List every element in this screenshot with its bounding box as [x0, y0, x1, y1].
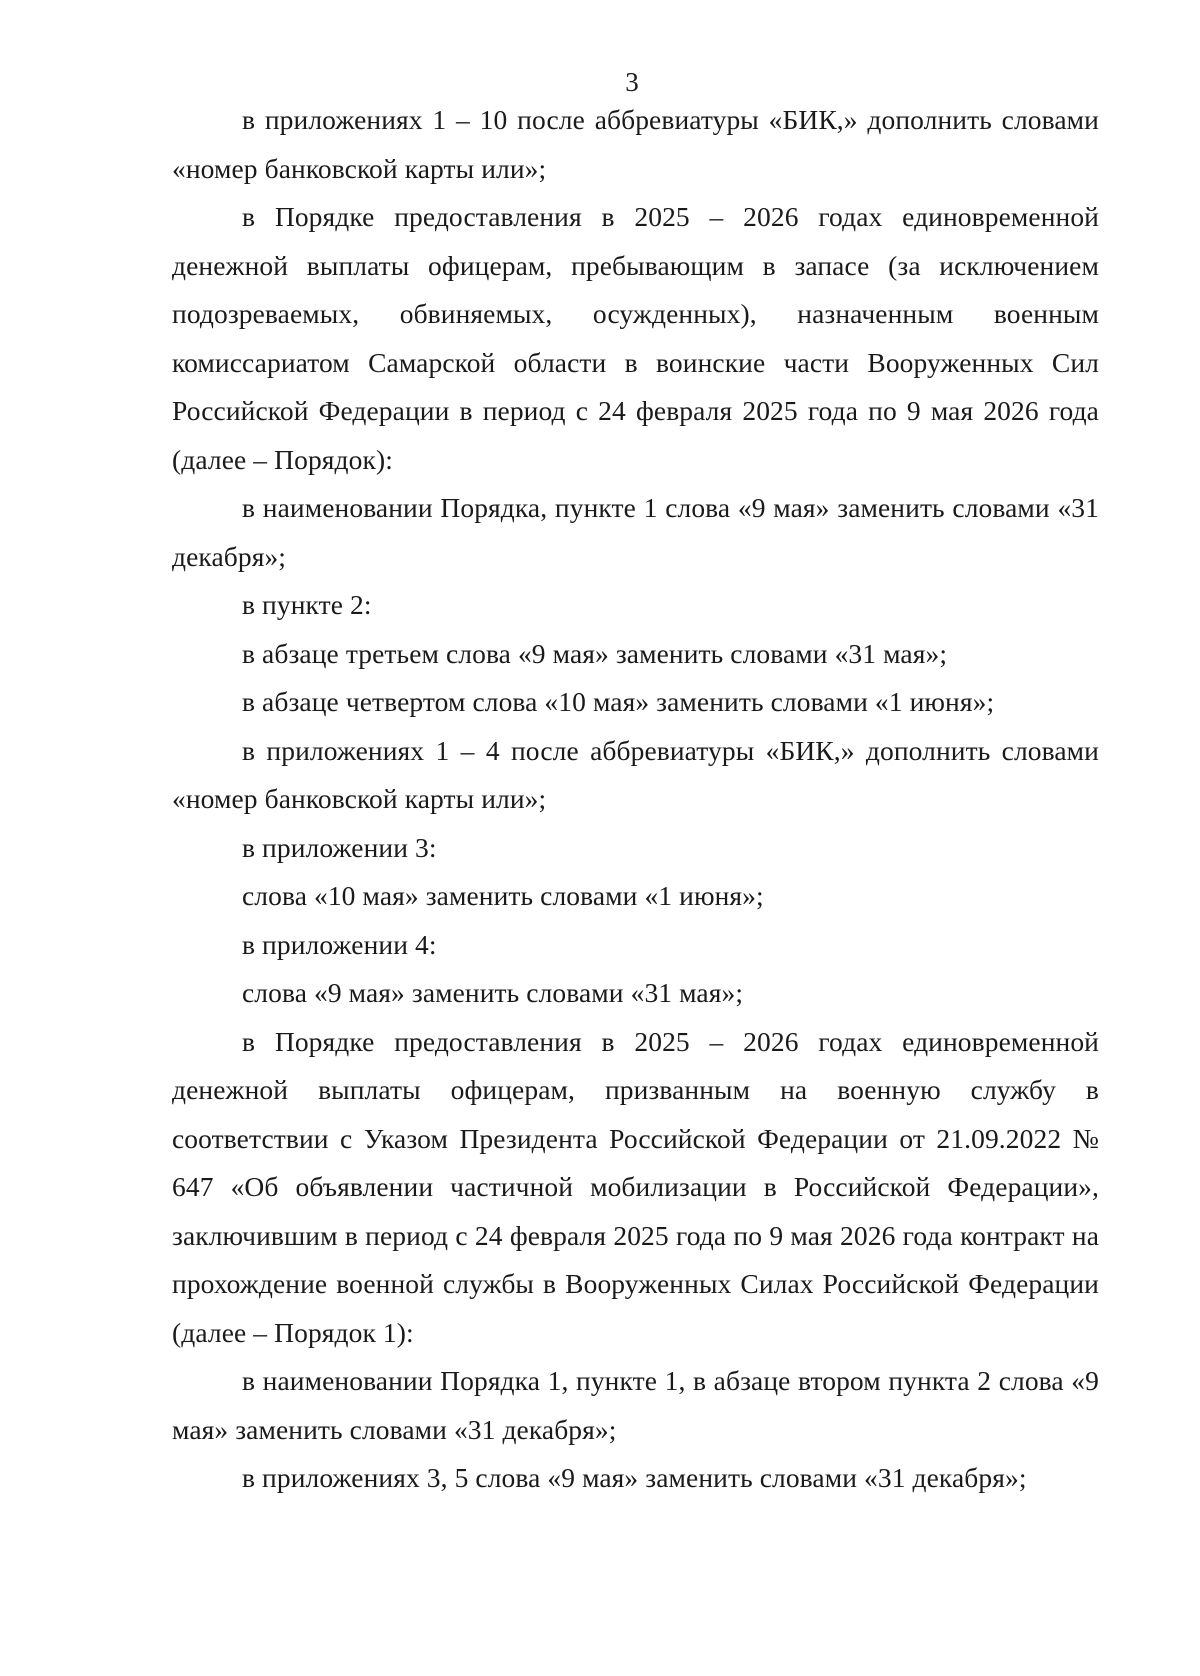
paragraph-fourth-subparagraph: в абзаце четвертом слова «10 мая» заменить словами «1 июня»;: [242, 686, 995, 717]
paragraph-appendices-3-5: в приложениях 3, 5 слова «9 мая» заменить словами «31 декабря»;: [242, 1462, 1027, 1493]
paragraph-appendix-4-change: слова «9 мая» заменить словами «31 мая»;: [242, 977, 744, 1008]
paragraph-procedure-reserve-officers: в Порядке предоставления в 2025 – 2026 годах единовременной денежной выплаты офицерам, пребывающим в запасе (за исключением подозреваемых, обвиняемых, осужденных), назначенным военным комиссариатом Самарской области в воинские части Вооруженных Сил Российской Федерации в период с 24 февраля 2025 года по 9 мая 2026 года (далее – Порядок):: [172, 201, 1099, 475]
paragraph-procedure-mobilized-officers: в Порядке предоставления в 2025 – 2026 годах единовременной денежной выплаты офицерам, призванным на военную службу в соответствии с Указом Президента Российской Федерации от 21.09.2022 № 647 «Об объявлении частичной мобилизации в Российской Федерации», заключившим в период с 24 февраля 2025 года по 9 мая 2026 года контракт на прохождение военной службы в Вооруженных Силах Российской Федерации (далее – Порядок 1):: [172, 1025, 1099, 1348]
paragraph-appendix-3: в приложении 3:: [242, 831, 437, 863]
paragraph-appendices-1-4: в приложениях 1 – 4 после аббревиатуры «БИК,» дополнить словами «номер банковской карты или»;: [172, 734, 1099, 814]
paragraph-procedure-1-title-items: в наименовании Порядка 1, пункте 1, в абзаце втором пункта 2 слова «9 мая» заменить словами «31 декабря»;: [172, 1365, 1099, 1445]
paragraph-appendix-4: в приложении 4:: [242, 928, 437, 960]
paragraph-appendices-1-10: в приложениях 1 – 10 после аббревиатуры «БИК,» дополнить словами «номер банковской карты или»;: [172, 104, 1099, 184]
page-number: 3: [625, 67, 639, 97]
document-body: [172, 96, 1099, 1503]
paragraph-third-subparagraph: в абзаце третьем слова «9 мая» заменить словами «31 мая»;: [242, 637, 948, 669]
paragraph-procedure-title-item-1: в наименовании Порядка, пункте 1 слова «9 мая» заменить словами «31 декабря»;: [172, 492, 1099, 572]
paragraph-appendix-3-change: слова «10 мая» заменить словами «1 июня»;: [242, 880, 764, 911]
paragraph-item-2: в пункте 2:: [242, 589, 372, 620]
